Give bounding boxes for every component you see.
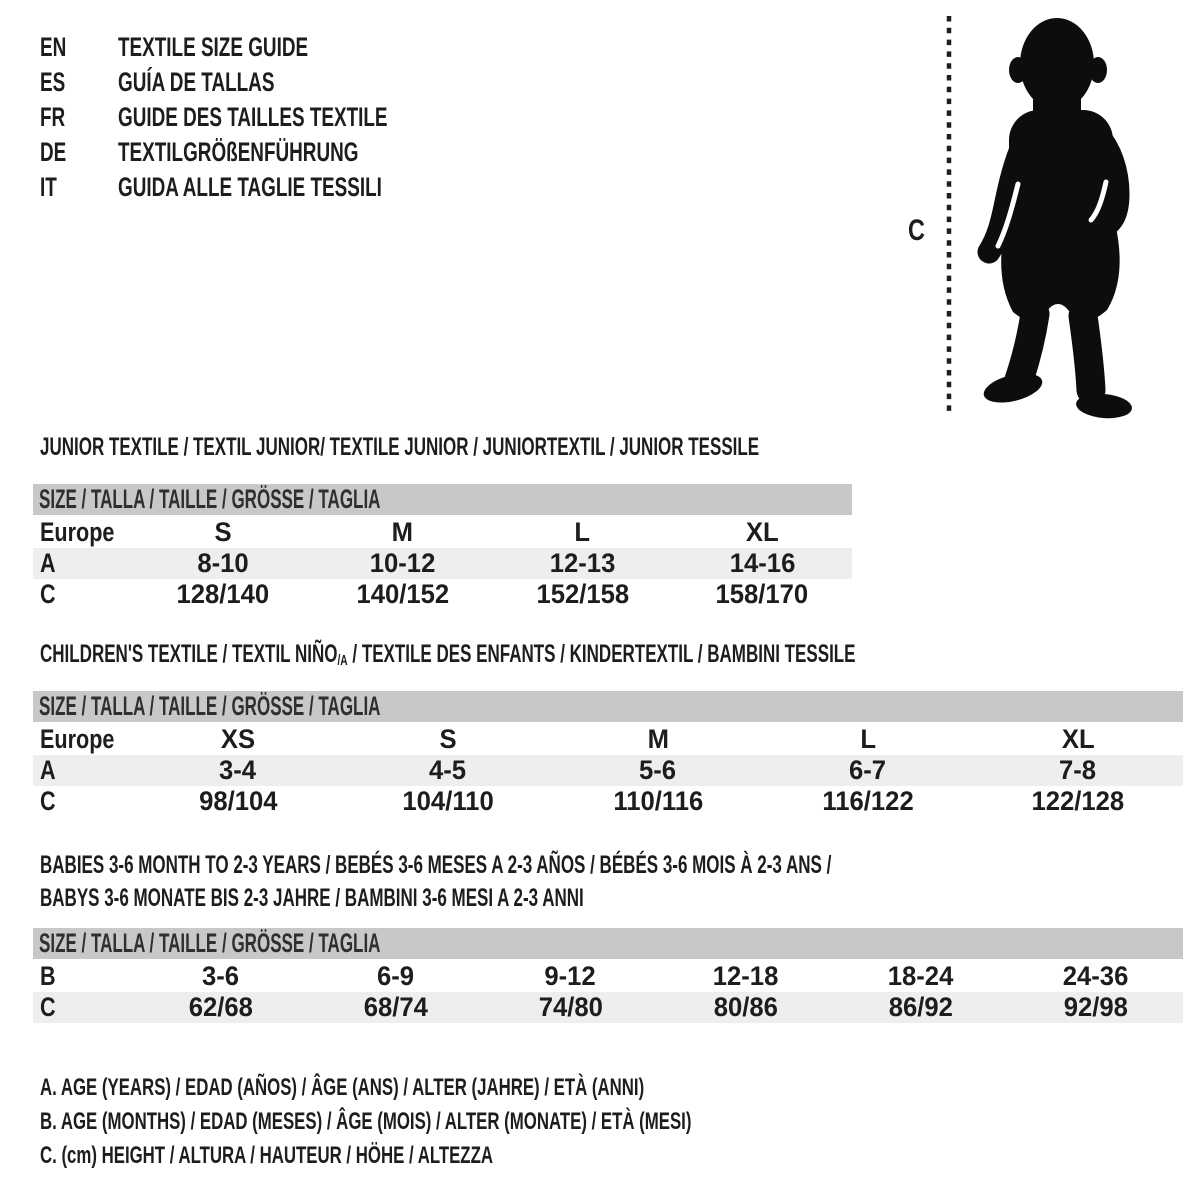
- cell-value: 116/122: [822, 786, 914, 816]
- section-heading: [40, 641, 1200, 667]
- row-label-cell: [33, 548, 133, 579]
- language-row: [40, 65, 503, 100]
- section-heading-text: [40, 641, 856, 674]
- table-row: [33, 724, 1183, 755]
- section-heading: [40, 849, 1200, 915]
- legend-line: [40, 1105, 971, 1139]
- heading-segment: JUNIOR TEXTILE / TEXTIL JUNIOR/ TEXTILE JUNIOR / JUNIORTEXTIL / JUNIOR TESSILE: [40, 433, 760, 461]
- value-cell: [763, 786, 973, 817]
- value-cell: [658, 961, 833, 992]
- value-cell: [133, 755, 343, 786]
- value-cell: [553, 724, 763, 755]
- section-heading-text: [40, 849, 831, 882]
- language-row: [40, 135, 503, 170]
- language-title-cell: [118, 67, 342, 98]
- cell-value: 3-4: [219, 755, 257, 785]
- language-title: GUIDE DES TAILLES TEXTILE: [118, 102, 388, 132]
- cell-value: 122/128: [1031, 786, 1125, 816]
- section-heading-text: [40, 434, 759, 460]
- cell-value: XS: [220, 724, 256, 754]
- value-cell: [973, 786, 1183, 817]
- language-code-cell: [40, 32, 118, 63]
- cell-value: 12-13: [549, 548, 616, 578]
- row-label: B: [40, 961, 56, 991]
- language-code-cell: [40, 172, 118, 203]
- value-cell: [763, 724, 973, 755]
- size-table: [33, 484, 852, 610]
- left-ear: [1009, 57, 1027, 83]
- cell-value: 92/98: [1063, 992, 1128, 1022]
- value-cell: [1008, 992, 1183, 1023]
- value-cell: [1008, 961, 1183, 992]
- cell-value: 80/86: [713, 992, 778, 1022]
- table-size-header-text: SIZE / TALLA / TAILLE / GRÖSSE / TAGLIA: [39, 691, 381, 721]
- heading-segment: / TEXTILE DES ENFANTS / KINDERTEXTIL / BAMBINI TESSILE: [347, 640, 856, 668]
- section-heading-line: [40, 641, 1200, 667]
- row-label: C: [40, 786, 56, 816]
- language-title: GUIDA ALLE TAGLIE TESSILI: [118, 172, 382, 202]
- cell-value: 12-18: [712, 961, 779, 991]
- value-cell: [343, 786, 553, 817]
- row-label-cell: [33, 961, 133, 992]
- value-cell: [133, 786, 343, 817]
- value-cell: [763, 755, 973, 786]
- cell-value: 6-9: [376, 961, 415, 991]
- value-cell: [308, 992, 483, 1023]
- value-cell: [658, 992, 833, 1023]
- table-row: [33, 755, 1183, 786]
- value-cell: [313, 517, 493, 548]
- cell-value: L: [860, 724, 876, 754]
- value-cell: [553, 755, 763, 786]
- measure-c-label: [908, 214, 942, 248]
- right-leg: [1083, 316, 1091, 390]
- table-size-header: [33, 691, 1183, 722]
- cell-value: 140/152: [356, 579, 449, 609]
- legend-text: B. AGE (MONTHS) / EDAD (MESES) / ÂGE (MOIS) / ALTER (MONATE) / ETÀ (MESI): [40, 1108, 692, 1135]
- language-code: EN: [40, 32, 67, 62]
- cell-value: XL: [745, 517, 779, 547]
- language-code: IT: [40, 172, 57, 202]
- cell-value: 158/170: [715, 579, 809, 609]
- language-row: [40, 170, 503, 205]
- cell-value: 24-36: [1062, 961, 1129, 991]
- value-cell: [483, 992, 658, 1023]
- cell-value: 104/110: [402, 786, 494, 816]
- legend-text: A. AGE (YEARS) / EDAD (AÑOS) / ÂGE (ANS) / ALTER (JAHRE) / ETÀ (ANNI): [40, 1074, 645, 1101]
- section-heading: [40, 434, 1098, 460]
- size-section-babies: [33, 849, 1200, 1023]
- value-cell: [133, 548, 313, 579]
- row-label: A: [40, 755, 56, 785]
- size-section-children: [33, 641, 1200, 817]
- legend-text: C. (cm) HEIGHT / ALTURA / HAUTEUR / HÖHE / ALTEZZA: [40, 1142, 493, 1169]
- table-row: [33, 786, 1183, 817]
- cell-value: XL: [1061, 724, 1095, 754]
- size-table: [33, 691, 1183, 817]
- toddler-silhouette: [981, 18, 1133, 420]
- value-cell: [833, 961, 1008, 992]
- value-cell: [493, 517, 673, 548]
- row-label-cell: [33, 786, 133, 817]
- value-cell: [133, 724, 343, 755]
- cell-value: L: [574, 517, 591, 547]
- cell-value: 110/116: [613, 786, 703, 816]
- row-label: C: [40, 579, 56, 609]
- value-cell: [493, 548, 673, 579]
- heading-segment: CHILDREN'S TEXTILE / TEXTIL NIÑO: [40, 640, 338, 668]
- table-row: [33, 517, 852, 548]
- value-cell: [672, 579, 852, 610]
- cell-value: 62/68: [188, 992, 253, 1022]
- legend: [40, 1071, 971, 1173]
- cell-value: 9-12: [544, 961, 597, 991]
- cell-value: 5-6: [639, 755, 677, 785]
- legend-line: [40, 1139, 971, 1173]
- value-cell: [133, 992, 308, 1023]
- cell-value: M: [391, 517, 414, 547]
- table-size-header-text: SIZE / TALLA / TAILLE / GRÖSSE / TAGLIA: [39, 484, 381, 514]
- language-title: TEXTILGRÖßENFÜHRUNG: [118, 137, 359, 167]
- value-cell: [833, 992, 1008, 1023]
- language-row: [40, 100, 503, 135]
- language-title: GUÍA DE TALLAS: [118, 67, 275, 97]
- cell-value: 8-10: [197, 548, 249, 578]
- value-cell: [493, 579, 673, 610]
- section-heading-line: [40, 882, 1200, 915]
- right-ear: [1089, 57, 1107, 83]
- table-size-header-text: SIZE / TALLA / TAILLE / GRÖSSE / TAGLIA: [39, 928, 381, 958]
- size-section-junior: [33, 434, 1098, 610]
- value-cell: [973, 755, 1183, 786]
- measure-c-text: C: [908, 214, 925, 247]
- size-table: [33, 928, 1183, 1023]
- cell-value: 128/140: [176, 579, 270, 609]
- cell-value: 6-7: [849, 755, 887, 785]
- cell-value: 98/104: [198, 786, 278, 816]
- section-heading-text: [40, 882, 584, 915]
- language-title-cell: [118, 102, 503, 133]
- value-cell: [553, 786, 763, 817]
- row-label: Europe: [40, 724, 115, 754]
- row-label: C: [40, 992, 56, 1022]
- language-list: [40, 30, 503, 205]
- row-label-cell: [33, 724, 133, 755]
- value-cell: [133, 961, 308, 992]
- language-title: TEXTILE SIZE GUIDE: [118, 32, 309, 62]
- table-row: [33, 579, 852, 610]
- row-label: A: [40, 548, 56, 578]
- language-code-cell: [40, 102, 118, 133]
- cell-value: 4-5: [429, 755, 467, 785]
- heading-segment: BABYS 3-6 MONATE BIS 2-3 JAHRE / BAMBINI 3-6 MESI A 2-3 ANNI: [40, 884, 584, 912]
- table-size-header: [33, 484, 852, 515]
- language-code: FR: [40, 102, 66, 132]
- value-cell: [133, 579, 313, 610]
- section-heading-line: [40, 849, 1200, 882]
- cell-value: 68/74: [363, 992, 428, 1022]
- table-size-header: [33, 928, 1183, 959]
- row-label: Europe: [40, 517, 115, 547]
- row-label-cell: [33, 579, 133, 610]
- legend-line: [40, 1071, 971, 1105]
- cell-value: 3-6: [201, 961, 240, 991]
- value-cell: [343, 755, 553, 786]
- value-cell: [313, 579, 493, 610]
- cell-value: 14-16: [729, 548, 795, 578]
- row-label-cell: [33, 517, 133, 548]
- value-cell: [313, 548, 493, 579]
- value-cell: [483, 961, 658, 992]
- heading-segment: /A: [337, 652, 348, 669]
- cell-value: 7-8: [1059, 755, 1097, 785]
- cell-value: 10-12: [369, 548, 436, 578]
- language-title-cell: [118, 137, 462, 168]
- value-cell: [133, 517, 313, 548]
- table-row: [33, 992, 1183, 1023]
- cell-value: 152/158: [536, 579, 629, 609]
- section-heading-line: [40, 434, 1098, 460]
- language-code-cell: [40, 67, 118, 98]
- language-code: ES: [40, 67, 66, 97]
- language-row: [40, 30, 503, 65]
- language-title-cell: [118, 32, 390, 63]
- value-cell: [343, 724, 553, 755]
- cell-value: S: [439, 724, 457, 754]
- cell-value: M: [647, 724, 669, 754]
- cell-value: 86/92: [888, 992, 953, 1022]
- value-cell: [672, 548, 852, 579]
- table-row: [33, 548, 852, 579]
- cell-value: S: [214, 517, 232, 547]
- cell-value: 74/80: [538, 992, 603, 1022]
- heading-segment: BABIES 3-6 MONTH TO 2-3 YEARS / BEBÉS 3-6 MESES A 2-3 AÑOS / BÉBÉS 3-6 MOIS À 2-3 ANS /: [40, 851, 832, 879]
- cell-value: 18-24: [887, 961, 954, 991]
- row-label-cell: [33, 992, 133, 1023]
- row-label-cell: [33, 755, 133, 786]
- language-code: DE: [40, 137, 67, 167]
- value-cell: [672, 517, 852, 548]
- value-cell: [973, 724, 1183, 755]
- table-row: [33, 961, 1183, 992]
- left-leg: [1019, 314, 1035, 380]
- value-cell: [308, 961, 483, 992]
- language-code-cell: [40, 137, 118, 168]
- language-title-cell: [118, 172, 495, 203]
